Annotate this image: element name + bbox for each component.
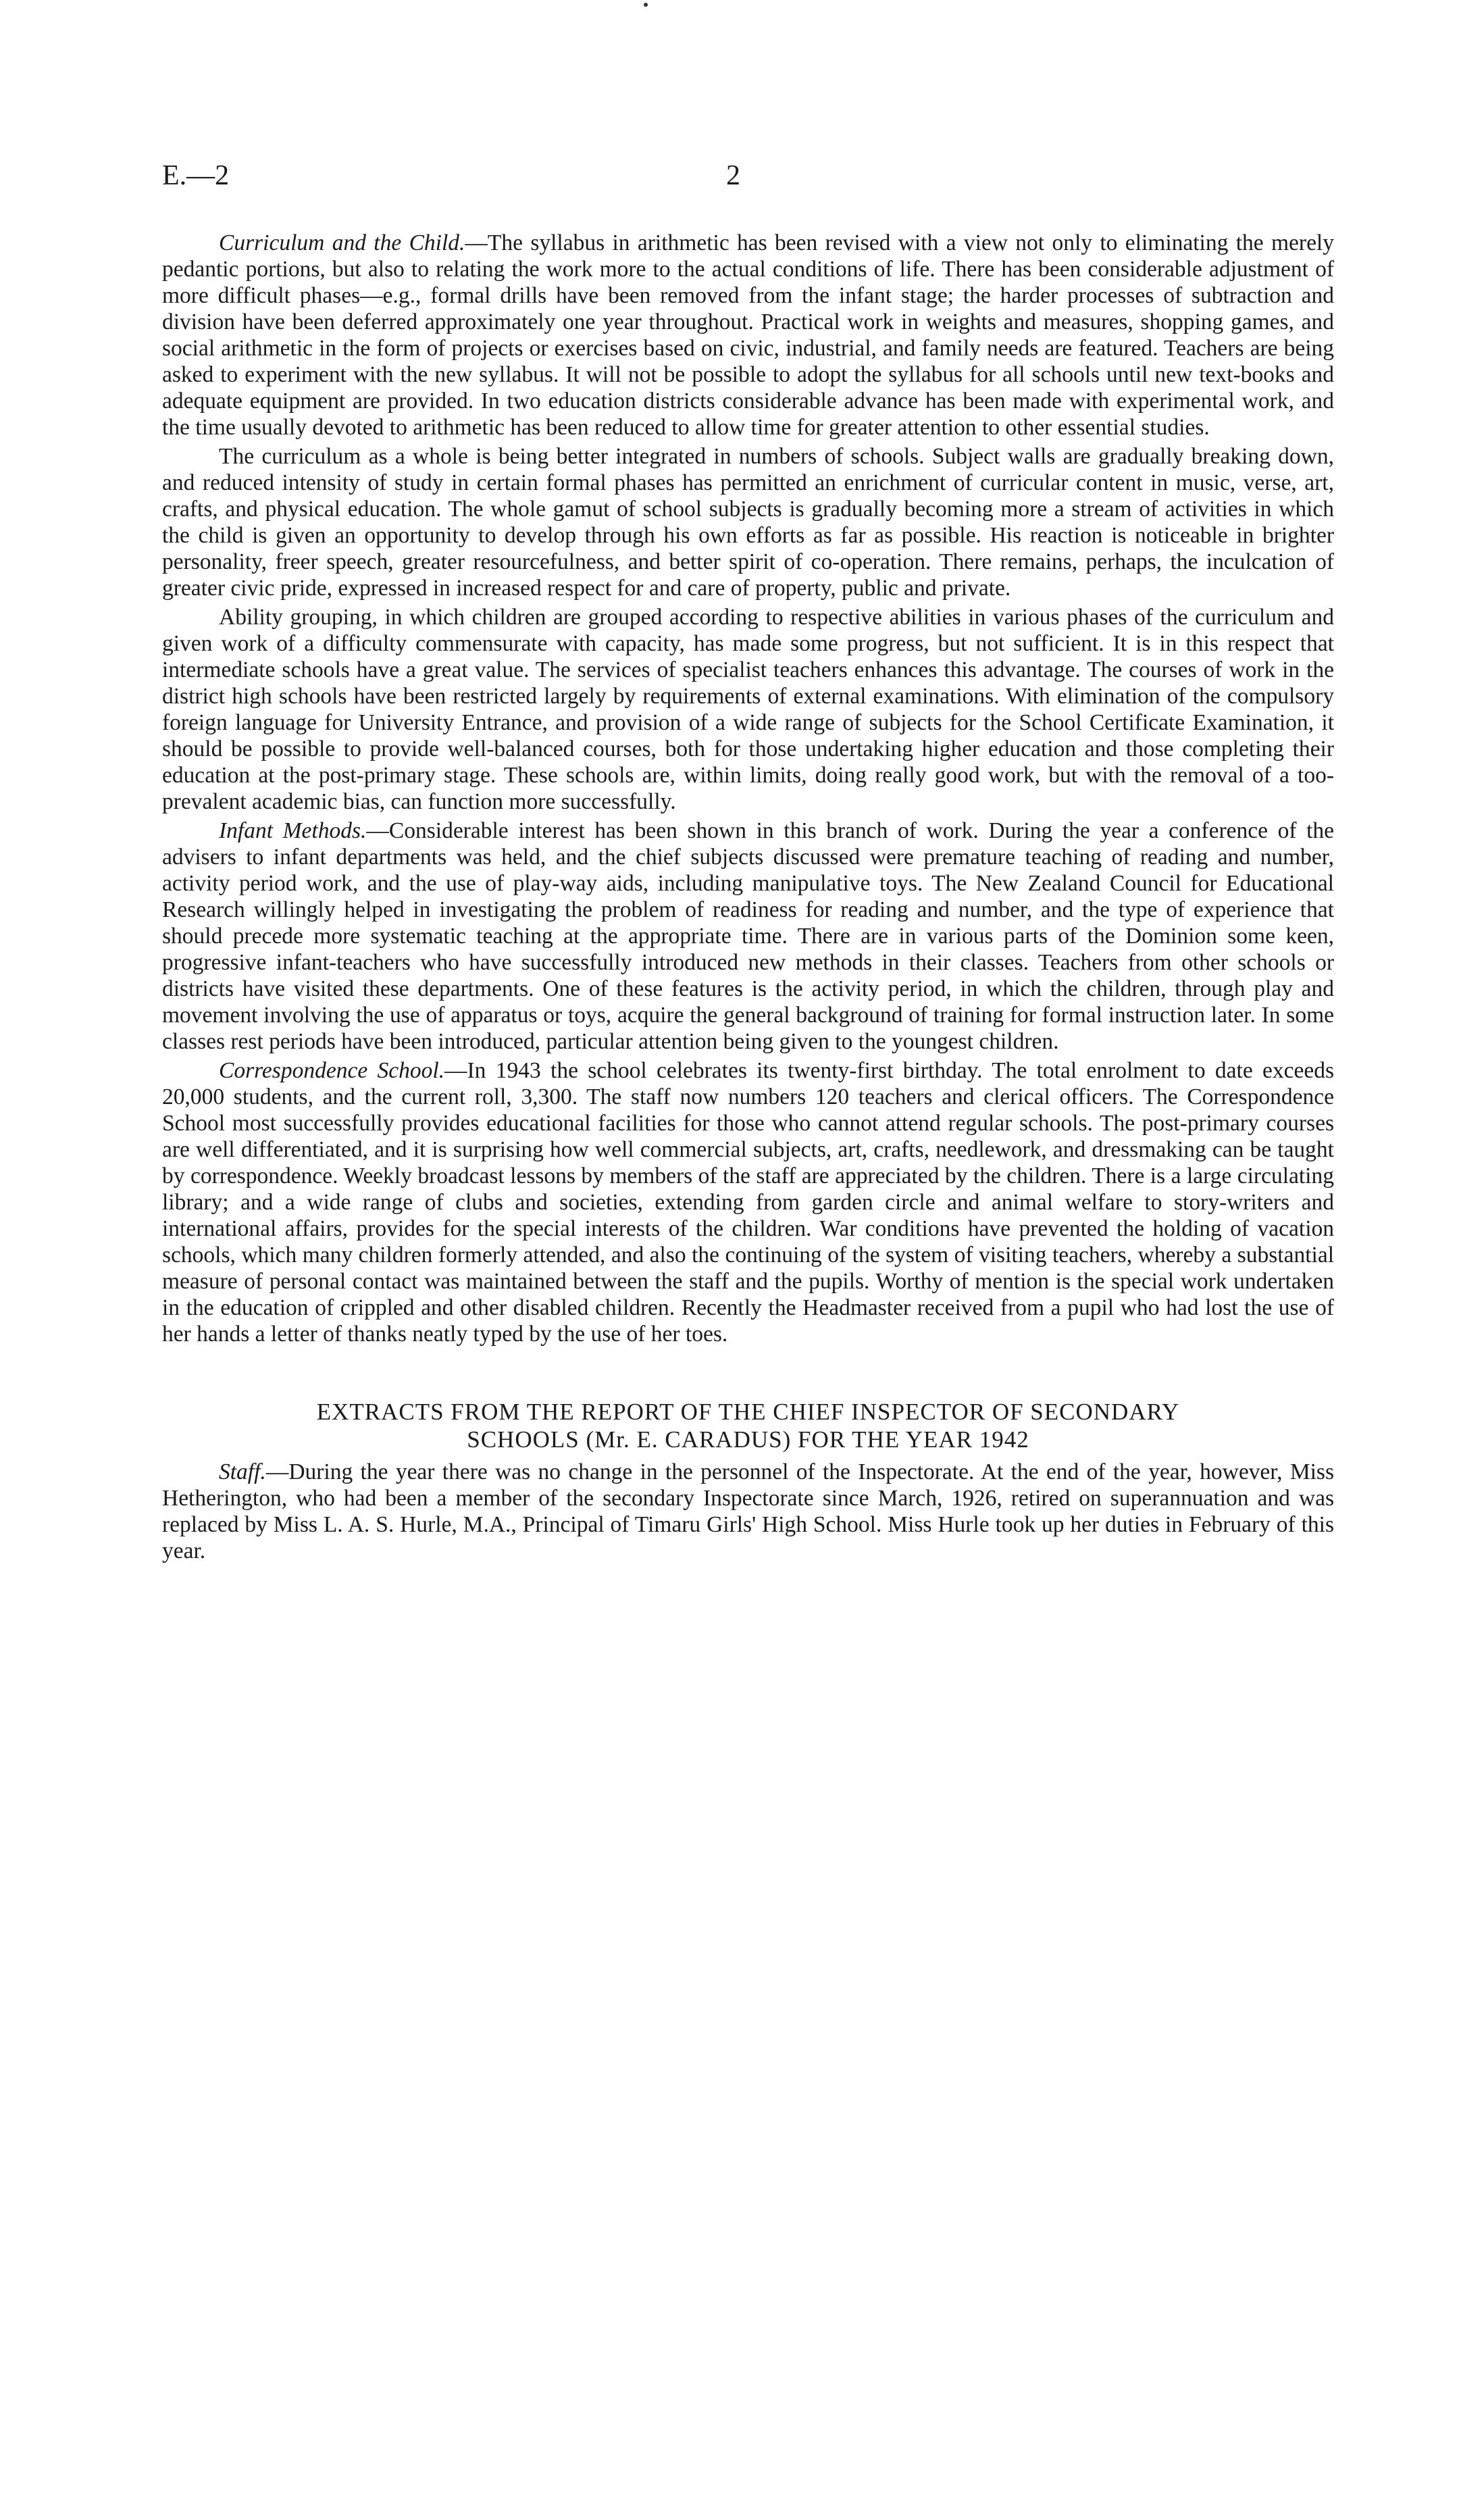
paragraph-lead: Staff. bbox=[219, 1459, 266, 1484]
page-header bbox=[162, 155, 1334, 196]
paragraph-text: The curriculum as a whole is being better integrated in numbers of schools. Subject walls are gradually breaking down, and reduced intensity of study in certain formal phases has permitted an enrichment of curricular content in music, verse, art, crafts, and physical education. The whole gamut of school subjects is gradually becoming more a stream of activities in which the child is given an opportunity to develop through his own efforts as far as possible. His reaction is noticeable in brighter personality, freer speech, greater resourcefulness, and better spirit of co-operation. There remains, perhaps, the inculcation of greater civic pride, expressed in increased respect for and care of property, public and private. bbox=[162, 444, 1334, 601]
paragraph-text: —In 1943 the school celebrates its twenty-first birthday. The total enrolment to date exceeds 20,000 students, and the current roll, 3,300. The staff now numbers 120 teachers and clerical officers. The Correspondence School most successfully provides educational facilities for those who cannot attend regular schools. The post-primary courses are well differentiated, and it is surprising how well commercial subjects, art, crafts, needlework, and dressmaking can be taught by correspondence. Weekly broadcast lessons by members of the staff are appreciated by the children. There is a large circulating library; and a wide range of clubs and societies, extending from garden circle and animal welfare to story-writers and international affairs, provides for the special interests of the children. War conditions have prevented the holding of vacation schools, which many children formerly attended, and also the continuing of the system of visiting teachers, whereby a substantial measure of personal contact was maintained between the staff and the pupils. Worthy of mention is the special work undertaken in the education of crippled and other disabled children. Recently the Headmaster received from a pupil who had lost the use of her hands a letter of thanks neatly typed by the use of her toes. bbox=[162, 1058, 1334, 1347]
document-reference: E.—2 bbox=[162, 160, 230, 191]
paragraph-text: —The syllabus in arithmetic has been revised with a view not only to eliminating the merely pedantic portions, but also to relating the work more to the actual conditions of life. There has been considerable adjustment of more difficult phases—e.g., formal drills have been removed from the infant stage; the harder processes of subtraction and division have been deferred approximately one year throughout. Practical work in weights and measures, shopping games, and social arithmetic in the form of projects or exercises based on civic, industrial, and family needs are featured. Teachers are being asked to experiment with the new syllabus. It will not be possible to adopt the syllabus for all schools until new text-books and adequate equipment are provided. In two education districts considerable advance has been made with experimental work, and the time usually devoted to arithmetic has been reduced to allow time for greater attention to other essential studies. bbox=[162, 230, 1334, 440]
paragraph-correspondence-school bbox=[162, 1057, 1334, 1347]
section-heading-line-2: SCHOOLS (Mr. E. CARADUS) FOR THE YEAR 1942 bbox=[467, 1426, 1029, 1453]
document-page bbox=[162, 155, 1334, 1567]
page-number: 2 bbox=[726, 160, 740, 191]
paragraph-lead: Correspondence School. bbox=[219, 1058, 445, 1083]
paragraph-ability-grouping bbox=[162, 604, 1334, 815]
printer-mark bbox=[644, 3, 648, 7]
paragraph-infant-methods bbox=[162, 818, 1334, 1055]
paragraph-lead: Infant Methods. bbox=[219, 818, 367, 843]
paragraph-text: —During the year there was no change in the personnel of the Inspectorate. At the end of the year, however, Miss Hetherington, who had been a member of the secondary Inspectorate since March, 1926, retired on superannuation and was replaced by Miss L. A. S. Hurle, M.A., Principal of Timaru Girls' High School. Miss Hurle took up her duties in February of this year. bbox=[162, 1459, 1334, 1563]
section-heading-line-1: EXTRACTS FROM THE REPORT OF THE CHIEF INSPECTOR OF SECONDARY bbox=[316, 1399, 1180, 1425]
paragraph-integration bbox=[162, 443, 1334, 601]
body-text bbox=[162, 230, 1334, 1347]
section-body bbox=[162, 1459, 1334, 1564]
paragraph-text: —Considerable interest has been shown in this branch of work. During the year a conference of the advisers to infant departments was held, and the chief subjects discussed were premature teaching of reading and number, activity period work, and the use of play-way aids, including manipulative toys. The New Zealand Council for Educational Research willingly helped in investigating the problem of readiness for reading and number, and the type of experience that should precede more systematic teaching at the appropriate time. There are in various parts of the Dominion some keen, progressive infant-teachers who have successfully introduced new methods in their classes. Teachers from other schools or districts have visited these departments. One of these features is the activity period, in which the children, through play and movement involving the use of apparatus or toys, acquire the general background of training for formal instruction later. In some classes rest periods have been introduced, particular attention being given to the youngest children. bbox=[162, 818, 1334, 1054]
paragraph-curriculum bbox=[162, 230, 1334, 441]
section-heading bbox=[162, 1398, 1334, 1453]
paragraph-text: Ability grouping, in which children are grouped according to respective abilities in various phases of the curriculum and given work of a difficulty commensurate with capacity, has made some progress, but not sufficient. It is in this respect that intermediate schools have a great value. The services of specialist teachers enhances this advantage. The courses of work in the district high schools have been restricted largely by requirements of external examinations. With elimination of the compulsory foreign language for University Entrance, and provision of a wide range of subjects for the School Certificate Examination, it should be possible to provide well-balanced courses, both for those undertaking higher education and those completing their education at the post-primary stage. These schools are, within limits, doing really good work, but with the removal of a too-prevalent academic bias, can function more successfully. bbox=[162, 605, 1334, 814]
paragraph-lead: Curriculum and the Child. bbox=[219, 230, 465, 255]
paragraph-staff bbox=[162, 1459, 1334, 1564]
